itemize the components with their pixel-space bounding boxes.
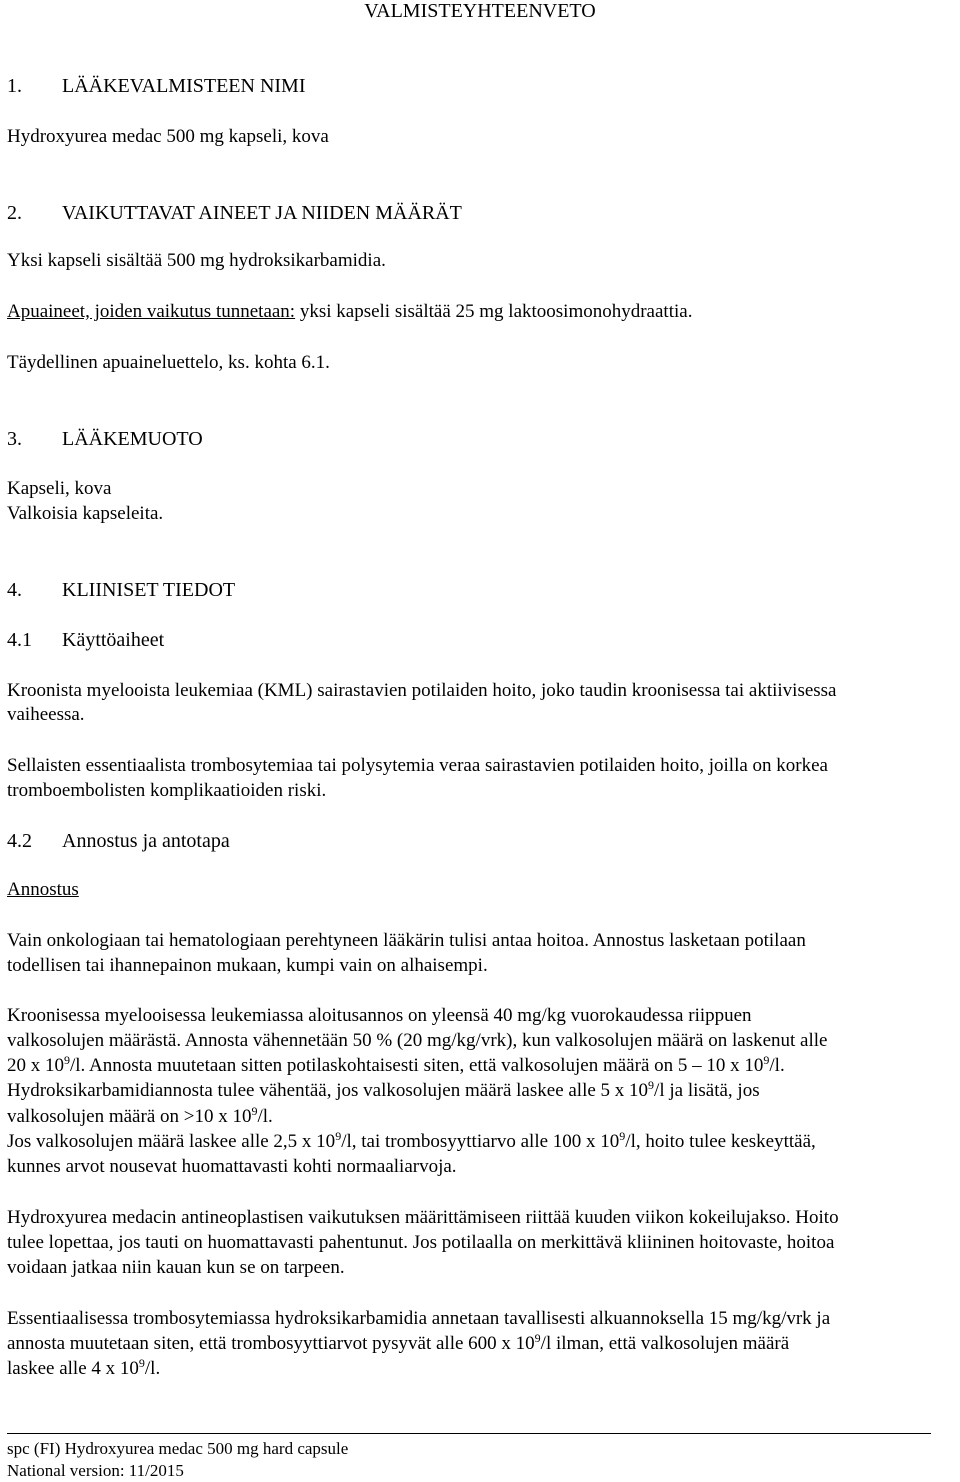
section-title: Annostus ja antotapa — [62, 830, 230, 852]
section-title: Käyttöaiheet — [62, 629, 165, 651]
dosage-p1-line1: Vain onkologiaan tai hematologiaan perehtyneen lääkärin tulisi antaa hoitoa. Annostus lasketaan potilaan — [7, 930, 806, 951]
exponent: 9 — [64, 1053, 70, 1067]
dosage-p4-line3: laskee alle 4 x $10^9/l$. — [7, 1356, 161, 1379]
section-number: 4. — [7, 579, 22, 601]
section-1-heading — [7, 75, 306, 97]
section-number: 4.2 — [7, 830, 32, 852]
exponent: 9 — [648, 1078, 655, 1092]
excipient-list-reference: Täydellinen apuaineluettelo, ks. kohta 6.1. — [7, 352, 330, 373]
form-line-2: Valkoisia kapseleita. — [7, 503, 164, 524]
excipients-label: Apuaineet, joiden vaikutus tunnetaan: — [7, 301, 296, 322]
indication-p1-line1: Kroonista myelooista leukemiaa (KML) sairastavien potilaiden hoito, joko taudin kroonisessa tai aktiivisessa — [7, 680, 837, 701]
dosage-p2-line4: Hydroksikarbamidiannosta tulee vähentää, jos valkosolujen määrä laskee alle 5 x $10^9/l$ ja lisätä, jos — [7, 1078, 760, 1101]
section-3-heading — [7, 428, 203, 450]
indication-p1-line2: vaiheessa. — [7, 704, 85, 725]
form-line-1: Kapseli, kova — [7, 478, 112, 499]
dosage-p2-line1: Kroonisessa myelooisessa leukemiassa aloitusannos on yleensä 40 mg/kg vuorokaudessa riippuen — [7, 1005, 752, 1026]
section-title: LÄÄKEVALMISTEEN NIMI — [62, 75, 306, 97]
exponent: 9 — [763, 1053, 770, 1067]
dosage-p4-line2: annosta muutetaan siten, että trombosyyttiarvot pysyvät alle 600 x $10^9/l$ ilman, että valkosolujen määrä — [7, 1331, 790, 1354]
exponent: 9 — [138, 1356, 145, 1370]
dosage-p2-line7: kunnes arvot nousevat huomattavasti kohti normaaliarvoja. — [7, 1156, 457, 1177]
section-title: VAIKUTTAVAT AINEET JA NIIDEN MÄÄRÄT — [62, 202, 462, 224]
section-title: KLIINISET TIEDOT — [62, 579, 236, 601]
section-number: 4.1 — [7, 629, 32, 651]
section-2-heading — [7, 202, 462, 224]
dosage-p4-line1: Essentiaalisessa trombosytemiassa hydroksikarbamidia annetaan tavallisesti alkuannoksella 15 mg/kg/vrk ja — [7, 1308, 831, 1329]
footer-line-1: spc (FI) Hydroxyurea medac 500 mg hard capsule — [7, 1439, 349, 1458]
exponent: 9 — [335, 1129, 342, 1143]
exponent: 9 — [534, 1331, 541, 1345]
section-number: 3. — [7, 428, 22, 450]
dosage-p2-line3: 20 x $10^9/l$. Annosta muutetaan sitten potilaskohtaisesti siten, että valkosolujen määrä on 5 – 10 x $10^9/l$. — [7, 1053, 785, 1076]
section-4-2-heading — [7, 830, 230, 852]
dosage-p3-line3: voidaan jatkaa niin kauan kun se on tarpeen. — [7, 1257, 345, 1278]
dosage-p3-line2: tulee lopettaa, jos tauti on huomattavasti pahentunut. Jos potilaalla on merkittävä kliininen hoitovaste, hoitoa — [7, 1232, 835, 1253]
dosage-p2-line5: valkosolujen määrä on >10 x $10^9/l$. — [7, 1104, 273, 1127]
section-4-heading — [7, 579, 235, 601]
excipients-text: Apuaineet, joiden vaikutus tunnetaan: yksi kapseli sisältää 25 mg laktoosimonohydraattia. — [7, 301, 693, 322]
product-name: Hydroxyurea medac 500 mg kapseli, kova — [7, 126, 329, 147]
document-title: VALMISTEYHTEENVETO — [364, 0, 596, 22]
section-title: LÄÄKEMUOTO — [62, 428, 203, 450]
footer-divider — [7, 1433, 931, 1434]
dosage-p2-line6: Jos valkosolujen määrä laskee alle 2,5 x $10^9/l$, tai trombosyyttiarvo alle 100 x $10^9/l$, hoito tulee keskeyttää, — [7, 1129, 816, 1152]
indication-p2-line2: tromboembolisten komplikaatioiden riski. — [7, 780, 327, 801]
dosage-subheading: Annostus — [7, 879, 79, 900]
dosage-p2-line2: valkosolujen määrästä. Annosta vähennetään 50 % (20 mg/kg/vrk), kun valkosolujen määrä on laskenut alle — [7, 1030, 828, 1051]
footer-line-2: National version: 11/2015 — [7, 1461, 184, 1480]
section-number: 1. — [7, 75, 22, 97]
indication-p2-line1: Sellaisten essentiaalista trombosytemiaa tai polysytemia veraa sairastavien potilaiden hoito, joilla on korkea — [7, 755, 828, 776]
section-number: 2. — [7, 202, 22, 224]
dosage-p3-line1: Hydroxyurea medacin antineoplastisen vaikutuksen määrittämiseen riittää kuuden viikon kokeilujakso. Hoito — [7, 1207, 839, 1228]
exponent: 9 — [251, 1104, 258, 1118]
active-substance-text: Yksi kapseli sisältää 500 mg hydroksikarbamidia. — [7, 250, 386, 271]
section-4-1-heading — [7, 629, 164, 651]
exponent: 9 — [619, 1129, 626, 1143]
dosage-p1-line2: todellisen tai ihannepainon mukaan, kumpi vain on alhaisempi. — [7, 955, 488, 976]
